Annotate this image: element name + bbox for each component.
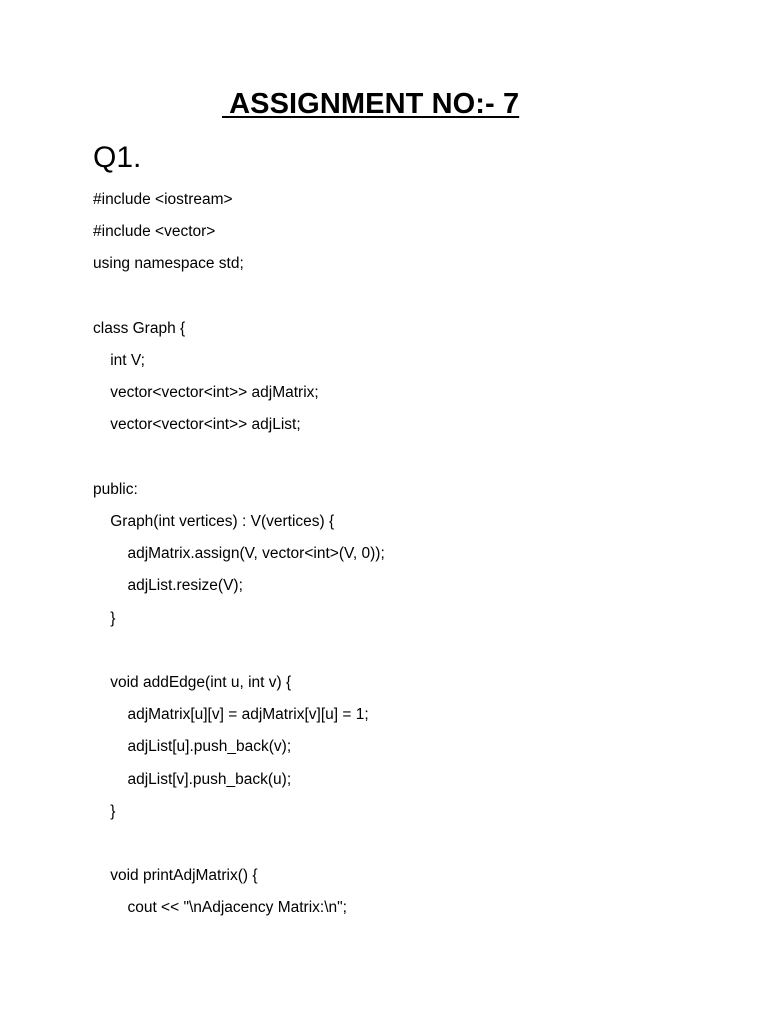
code-line: Graph(int vertices) : V(vertices) { bbox=[93, 513, 335, 530]
code-line: void addEdge(int u, int v) { bbox=[93, 674, 292, 691]
code-line: vector<vector<int>> adjMatrix; bbox=[93, 384, 319, 401]
code-line: } bbox=[93, 803, 116, 820]
code-line: class Graph { bbox=[93, 320, 186, 337]
code-line: void printAdjMatrix() { bbox=[93, 867, 258, 884]
code-line: #include <iostream> bbox=[93, 191, 233, 208]
code-line: vector<vector<int>> adjList; bbox=[93, 416, 301, 433]
code-line: using namespace std; bbox=[93, 255, 244, 272]
code-line: adjMatrix.assign(V, vector<int>(V, 0)); bbox=[93, 545, 385, 562]
code-line: #include <vector> bbox=[93, 223, 216, 240]
code-line: public: bbox=[93, 481, 138, 498]
code-line: cout << "\nAdjacency Matrix:\n"; bbox=[93, 899, 347, 916]
code-line: } bbox=[93, 610, 116, 627]
code-line: adjMatrix[u][v] = adjMatrix[v][u] = 1; bbox=[93, 706, 369, 723]
code-line: adjList[v].push_back(u); bbox=[93, 771, 292, 788]
question-label: Q1. bbox=[93, 141, 142, 174]
assignment-title: ASSIGNMENT NO:- 7 bbox=[222, 88, 520, 120]
code-line: int V; bbox=[93, 352, 145, 369]
code-line: adjList.resize(V); bbox=[93, 577, 243, 594]
code-line: adjList[u].push_back(v); bbox=[93, 738, 292, 755]
